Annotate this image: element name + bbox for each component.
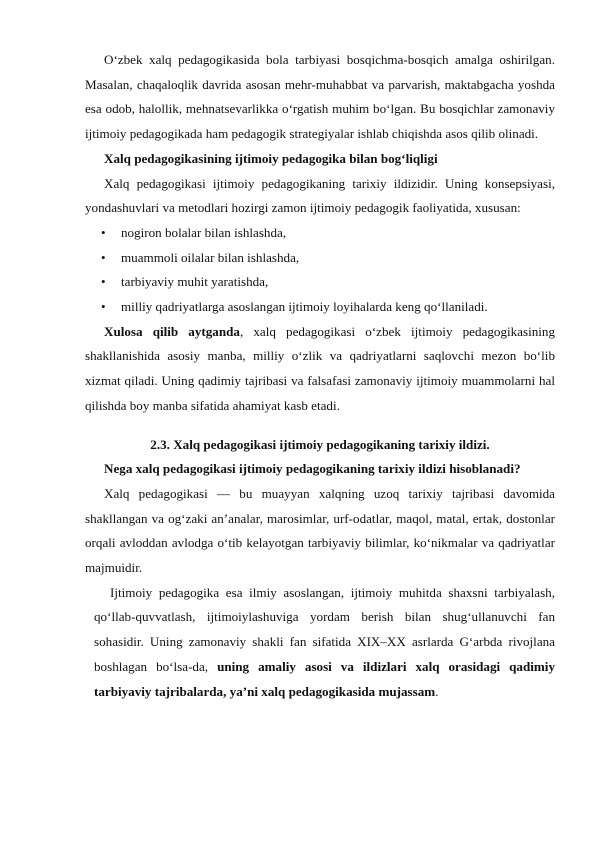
bullet-icon: •	[101, 224, 106, 240]
paragraph-historical-root: Xalq pedagogikasi ijtimoiy pedagogikaning tarixiy ildizidir. Uning konsepsiyasi, yondashuvlari va metodlari hozirgi zamon ijtimoiy pedagogik faoliyatida, xususan:	[85, 175, 555, 216]
paragraph-stages: O‘zbek xalq pedagogikasida bola tarbiyasi bosqichma-bosqich amalga oshirilgan. Masalan, chaqaloqlik davrida asosan mehr-muhabbat va parvarish, maktabgacha yoshda esa odob, halollik, mehnatsevarlikka o‘rgatish muhim bo‘lgan. Bu bosqichlar zamonaviy ijtimoiy pedagogikada ham pedagogik strategiyalar ishlab chiqishda asos qilib olinadi.	[85, 52, 555, 142]
paragraph-definition: Xalq pedagogikasi — bu muayyan xalqning uzoq tarixiy tajribasi davomida shakllangan va og‘zaki an’analar, marosimlar, urf-odatlar, maqol, matal, ertak, dostonlar orqali avloddan avlodga o‘tib kelayotgan tarbiyaviy bilimlar, ko‘nikmalar va qadriyatlar majmuidir.	[85, 485, 555, 576]
bullet-icon: •	[101, 249, 106, 265]
paragraph-conclusion: Xulosa qilib aytganda, xalq pedagogikasi o‘zbek ijtimoiy pedagogikasining shakllanishida asosiy manba, milliy o‘zlik va qadriyatlarni saqlovchi mezon bo‘lib xizmat qiladi. Uning qadimiy tajribasi va falsafasi zamonaviy ijtimoiy muammolarni hal qilishda boy manba sifatida ahamiyat kasb etadi.	[85, 323, 555, 413]
list-item: • milliy qadriyatlarga asoslangan ijtimoiy loyihalarda keng qo‘llaniladi.	[85, 295, 555, 320]
application-list	[85, 221, 555, 320]
subheading-question: Nega xalq pedagogikasi ijtimoiy pedagogikaning tarixiy ildizi hisoblanadi?	[104, 461, 521, 477]
paragraph-social-pedagogy: Ijtimoiy pedagogika esa ilmiy asoslangan, ijtimoiy muhitda shaxsni tarbiyalash, qo‘llab-quvvatlash, ijtimoiylashuviga yordam berish bilan shug‘ullanuvchi fan sohasidir. Uning zamonaviy shakli fan sifatida XIX–XX asrlarda G‘arbda rivojlana boshlagan bo‘lsa-da, uning amaliy asosi va ildizlari xalq orasidagi qadimiy tarbiyaviy tajribalarda, ya’ni xalq pedagogikasida mujassam.	[94, 584, 555, 699]
list-item: • tarbiyaviy muhit yaratishda,	[85, 270, 555, 295]
section-title: 2.3. Xalq pedagogikasi ijtimoiy pedagogikaning tarixiy ildizi.	[150, 436, 490, 452]
bullet-icon: •	[101, 274, 106, 290]
list-item: • nogiron bolalar bilan ishlashda,	[85, 221, 555, 246]
emphasis-text: uning amaliy asosi va ildizlari xalq orasidagi qadimiy tarbiyaviy tajribalarda, ya’ni xalq pedagogikasida mujassam	[94, 658, 555, 699]
heading-connection: Xalq pedagogikasining ijtimoiy pedagogika bilan bog‘liqligi	[104, 150, 438, 166]
conclusion-lead: Xulosa qilib aytganda	[104, 323, 240, 339]
bullet-icon: •	[101, 299, 106, 315]
page-content	[85, 48, 555, 704]
list-item: • muammoli oilalar bilan ishlashda,	[85, 246, 555, 271]
